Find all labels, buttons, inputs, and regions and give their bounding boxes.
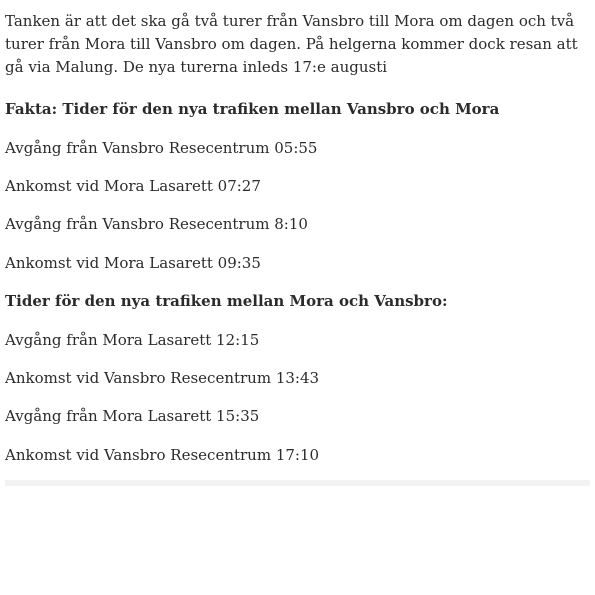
timetable-row: Ankomst vid Vansbro Resecentrum 17:10 bbox=[5, 446, 320, 464]
article-body bbox=[5, 10, 590, 464]
content-divider bbox=[5, 480, 590, 486]
timetable-row: Avgång från Mora Lasarett 15:35 bbox=[5, 407, 260, 425]
timetable-row: Avgång från Mora Lasarett 12:15 bbox=[5, 331, 260, 349]
section-heading-mora-vansbro: Tider för den nya trafiken mellan Mora och Vansbro: bbox=[5, 292, 448, 310]
timetable-row: Ankomst vid Mora Lasarett 09:35 bbox=[5, 254, 261, 272]
timetable-row: Ankomst vid Vansbro Resecentrum 13:43 bbox=[5, 369, 320, 387]
timetable-row: Avgång från Vansbro Resecentrum 8:10 bbox=[5, 215, 308, 233]
timetable-row: Avgång från Vansbro Resecentrum 05:55 bbox=[5, 139, 318, 157]
section-heading-vansbro-mora: Fakta: Tider för den nya trafiken mellan Vansbro och Mora bbox=[5, 100, 500, 118]
intro-paragraph: Tanken är att det ska gå två turer från Vansbro till Mora om dagen och två turer från Mora till Vansbro om dagen. På helgerna kommer dock resan att gå via Malung. De nya turerna inleds 17:e augusti bbox=[5, 12, 578, 76]
timetable-row: Ankomst vid Mora Lasarett 07:27 bbox=[5, 177, 261, 195]
